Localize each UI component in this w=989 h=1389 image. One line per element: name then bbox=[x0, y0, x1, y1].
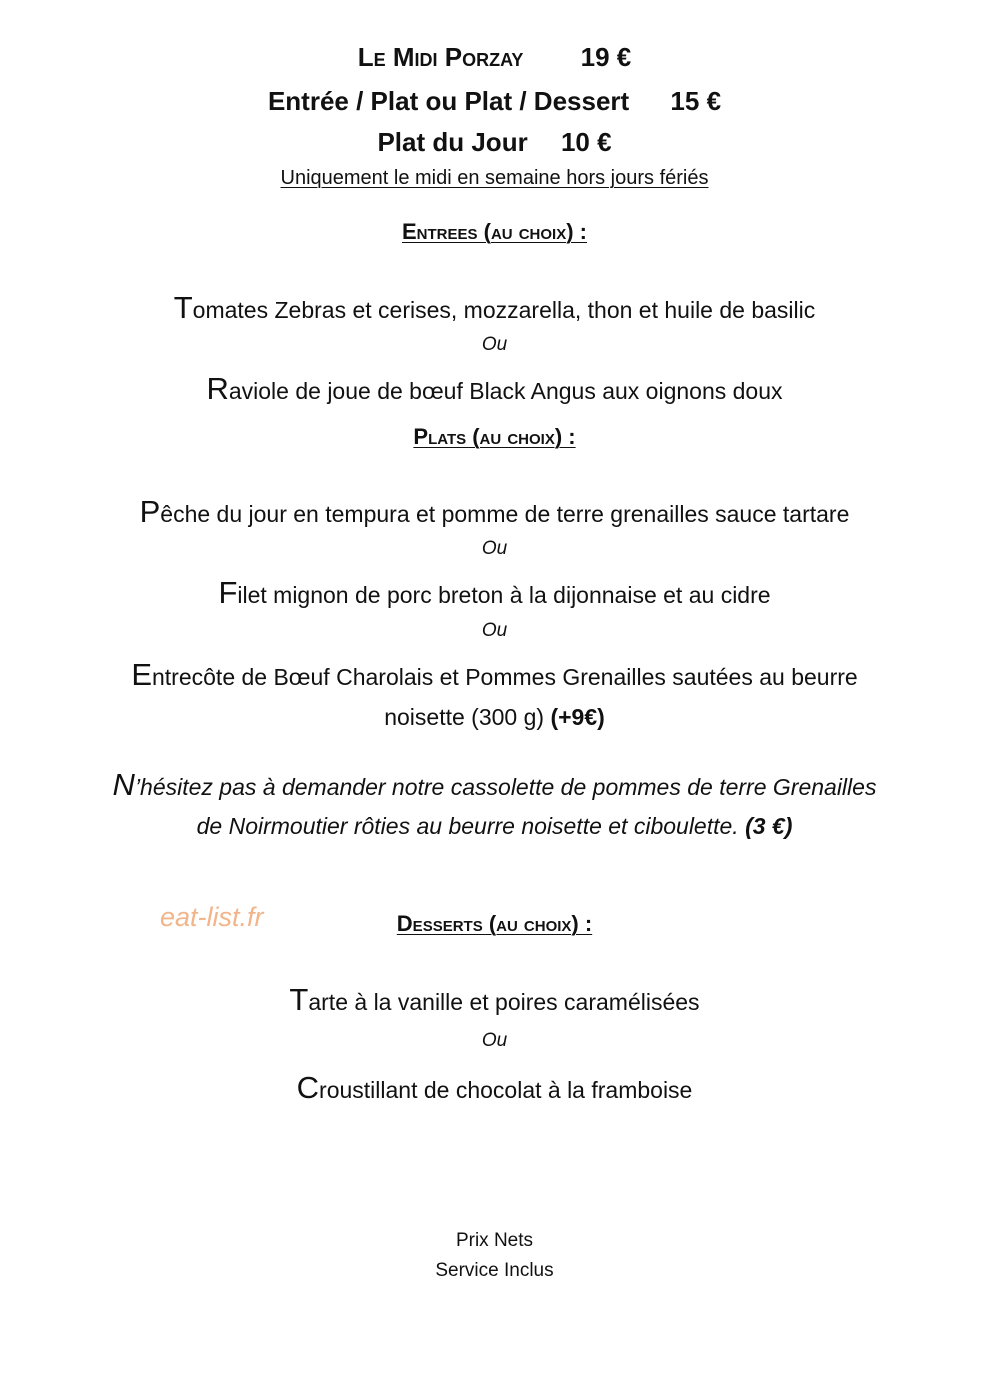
plat-item-2 bbox=[0, 575, 989, 611]
availability-line bbox=[0, 167, 989, 190]
dessert-1-text: arte à la vanille et poires caramélisées bbox=[308, 989, 700, 1015]
plat-3-supplement: (+9€) bbox=[550, 704, 605, 730]
formula-price: 15 € bbox=[670, 86, 722, 116]
desserts-heading bbox=[0, 911, 989, 937]
plat-item-3-continued bbox=[0, 704, 989, 731]
plat-1-initial: P bbox=[139, 494, 161, 529]
footer-line-1: Prix Nets bbox=[455, 1230, 534, 1251]
footer-net-prices bbox=[0, 1230, 989, 1252]
availability-text: Uniquement le midi en semaine hors jours fériés bbox=[280, 167, 709, 189]
note-line-1 bbox=[0, 767, 989, 803]
note-text-line2: de Noirmoutier rôties au beurre noisette et ciboulette. bbox=[196, 813, 739, 839]
menu-name: Le Midi Porzay bbox=[357, 42, 524, 72]
note-price: (3 €) bbox=[745, 813, 793, 839]
note-text: ’hésitez pas à demander notre cassolette de pommes de terre Grenailles bbox=[134, 774, 877, 800]
formula-line bbox=[0, 86, 989, 117]
entree-separator bbox=[0, 334, 989, 356]
dessert-separator bbox=[0, 1030, 989, 1052]
plat-item-1 bbox=[0, 494, 989, 530]
separator-text: Ou bbox=[481, 334, 508, 355]
entrees-title: Entrees (au choix) : bbox=[401, 219, 587, 244]
note-line-2 bbox=[0, 813, 989, 840]
dessert-1-initial: T bbox=[289, 982, 309, 1017]
plats-title: Plats (au choix) : bbox=[413, 424, 576, 449]
entree-2-initial: R bbox=[206, 371, 229, 406]
plat-3-text: ntrecôte de Bœuf Charolais et Pommes Grenailles sautées au beurre bbox=[152, 664, 858, 690]
note-initial: N bbox=[112, 767, 135, 802]
plats-heading bbox=[0, 424, 989, 450]
dessert-item-2 bbox=[0, 1070, 989, 1106]
footer-line-2: Service Inclus bbox=[435, 1260, 554, 1281]
separator-text: Ou bbox=[481, 538, 508, 559]
footer-service bbox=[0, 1260, 989, 1282]
separator-text: Ou bbox=[481, 1030, 508, 1051]
formula-label: Entrée / Plat ou Plat / Dessert bbox=[267, 86, 630, 116]
entree-2-text: aviole de joue de bœuf Black Angus aux oignons doux bbox=[228, 378, 783, 404]
desserts-title: Desserts (au choix) : bbox=[396, 911, 593, 936]
menu-price: 19 € bbox=[580, 42, 632, 72]
plat-2-text: ilet mignon de porc breton à la dijonnaise et au cidre bbox=[237, 582, 771, 608]
plat-separator-2 bbox=[0, 620, 989, 642]
plat-item-3 bbox=[0, 657, 989, 693]
plat-1-text: êche du jour en tempura et pomme de terre grenailles sauce tartare bbox=[160, 501, 850, 527]
separator-text: Ou bbox=[481, 620, 508, 641]
entree-1-text: omates Zebras et cerises, mozzarella, thon et huile de basilic bbox=[192, 297, 816, 323]
menu-title-line bbox=[0, 42, 989, 73]
daily-label: Plat du Jour bbox=[377, 127, 528, 157]
daily-price: 10 € bbox=[560, 127, 612, 157]
entrees-heading bbox=[0, 219, 989, 245]
watermark-text: eat-list.fr bbox=[160, 902, 264, 932]
plat-3-initial: E bbox=[131, 657, 152, 692]
daily-line bbox=[0, 127, 989, 158]
entree-item-1 bbox=[0, 290, 989, 326]
dessert-item-1 bbox=[0, 982, 989, 1018]
entree-1-initial: T bbox=[173, 290, 193, 325]
dessert-2-text: roustillant de chocolat à la framboise bbox=[319, 1077, 693, 1103]
plat-3-text-line2: noisette (300 g) bbox=[384, 704, 545, 730]
entree-item-2 bbox=[0, 371, 989, 407]
plat-2-initial: F bbox=[218, 575, 238, 610]
dessert-2-initial: C bbox=[296, 1070, 320, 1105]
plat-separator-1 bbox=[0, 538, 989, 560]
